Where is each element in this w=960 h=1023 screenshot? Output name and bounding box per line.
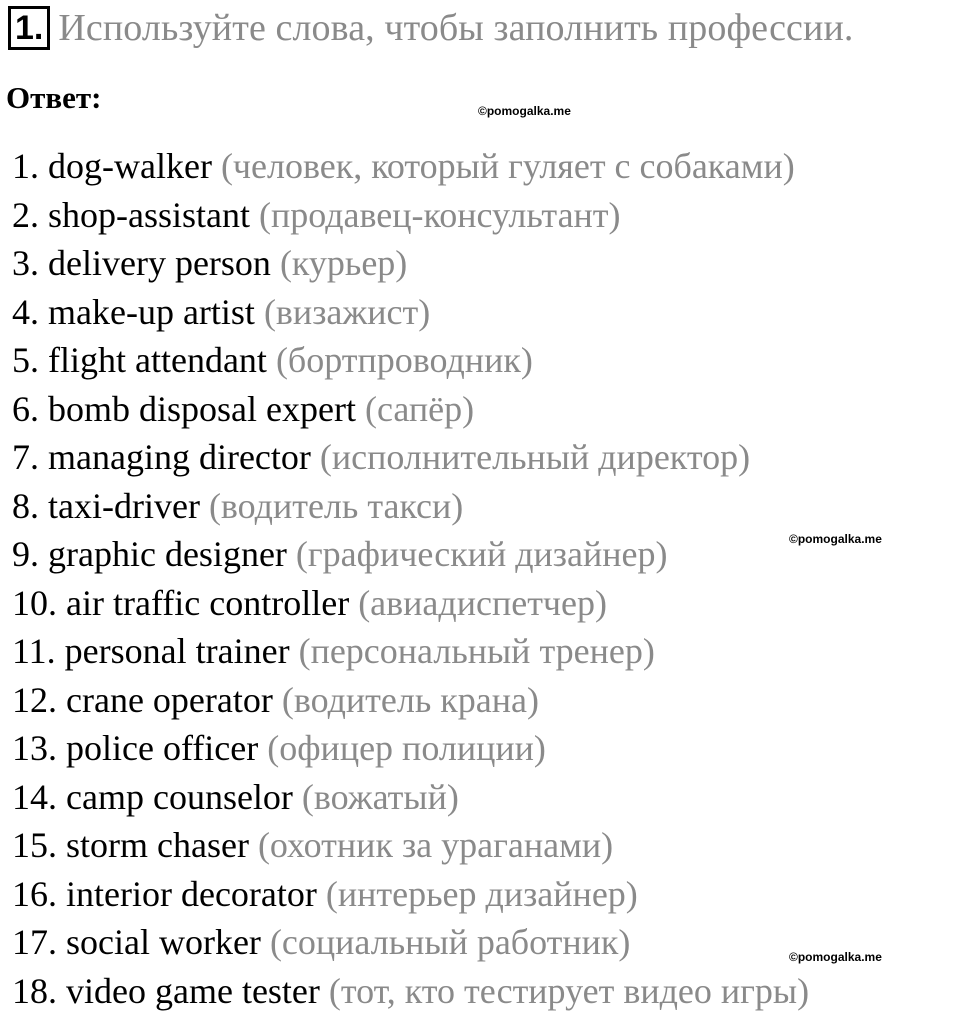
profession-english: make-up artist (48, 291, 255, 332)
list-item (12, 579, 809, 628)
profession-english: personal trainer (64, 631, 290, 671)
answer-heading: Ответ: (6, 80, 102, 115)
item-number: 18. (12, 970, 57, 1011)
profession-russian: (сапёр) (364, 388, 475, 429)
item-number: 2. (12, 194, 39, 235)
item-number: 14. (12, 776, 57, 817)
list-item (12, 627, 809, 676)
profession-russian: (интерьер дизайнер) (325, 873, 638, 914)
profession-russian: (персональный тренер) (298, 631, 655, 671)
watermark: ©pomogalka.me (789, 950, 882, 964)
profession-english: dog-walker (48, 146, 212, 186)
profession-russian: (водитель крана) (281, 679, 539, 720)
list-item (12, 142, 809, 191)
task-header (8, 6, 854, 50)
item-number: 5. (12, 340, 39, 380)
list-item (12, 724, 809, 773)
list-item (12, 918, 809, 967)
item-number: 11. (12, 631, 56, 671)
list-item (12, 433, 809, 482)
profession-russian: (тот, кто тестирует видео игры) (328, 970, 810, 1011)
list-item (12, 870, 809, 919)
item-number: 3. (12, 243, 39, 283)
list-item (12, 773, 809, 822)
profession-russian: (охотник за ураганами) (257, 825, 614, 865)
profession-russian: (авиадиспетчер) (358, 582, 608, 623)
list-item (12, 385, 809, 434)
list-item (12, 530, 809, 579)
profession-english: taxi-driver (48, 485, 200, 526)
profession-russian: (продавец-консультант) (259, 194, 621, 235)
profession-english: camp counselor (66, 776, 293, 817)
profession-russian: (человек, который гуляет с собаками) (220, 146, 795, 186)
profession-russian: (бортпроводник) (275, 340, 533, 380)
profession-english: managing director (48, 437, 311, 477)
item-number: 4. (12, 291, 39, 332)
profession-english: crane operator (66, 679, 273, 720)
item-number: 9. (12, 534, 39, 574)
profession-russian: (графический дизайнер) (295, 534, 668, 574)
watermark: ©pomogalka.me (478, 104, 571, 118)
profession-russian: (офицер полиции) (267, 728, 546, 768)
profession-english: flight attendant (48, 340, 267, 380)
profession-russian: (водитель такси) (208, 485, 464, 526)
profession-english: video game tester (66, 970, 320, 1011)
item-number: 17. (12, 922, 57, 962)
item-number: 12. (12, 679, 57, 720)
item-number: 7. (12, 437, 39, 477)
profession-english: graphic designer (48, 534, 287, 574)
item-number: 10. (12, 582, 57, 623)
profession-russian: (визажист) (263, 291, 431, 332)
profession-english: social worker (66, 922, 261, 962)
item-number: 8. (12, 485, 39, 526)
profession-english: delivery person (48, 243, 271, 283)
profession-russian: (курьер) (279, 243, 408, 283)
list-item (12, 821, 809, 870)
list-item (12, 967, 809, 1016)
profession-russian: (социальный работник) (269, 922, 631, 962)
profession-english: storm chaser (66, 825, 249, 865)
profession-english: interior decorator (66, 873, 317, 914)
item-number: 1. (12, 146, 39, 186)
profession-english: air traffic controller (66, 582, 350, 623)
list-item (12, 191, 809, 240)
profession-russian: (вожатый) (301, 776, 459, 817)
list-item (12, 288, 809, 337)
list-item (12, 239, 809, 288)
item-number: 15. (12, 825, 57, 865)
task-number: 1. (8, 6, 50, 50)
list-item (12, 676, 809, 725)
item-number: 13. (12, 728, 57, 768)
item-number: 6. (12, 388, 39, 429)
profession-english: police officer (66, 728, 259, 768)
watermark: ©pomogalka.me (789, 532, 882, 546)
list-item (12, 482, 809, 531)
profession-english: shop-assistant (48, 194, 250, 235)
profession-russian: (исполнительный директор) (319, 437, 751, 477)
answer-list (12, 142, 809, 1015)
task-instruction: Используйте слова, чтобы заполнить профессии. (58, 7, 854, 49)
item-number: 16. (12, 873, 57, 914)
list-item (12, 336, 809, 385)
profession-english: bomb disposal expert (48, 388, 356, 429)
